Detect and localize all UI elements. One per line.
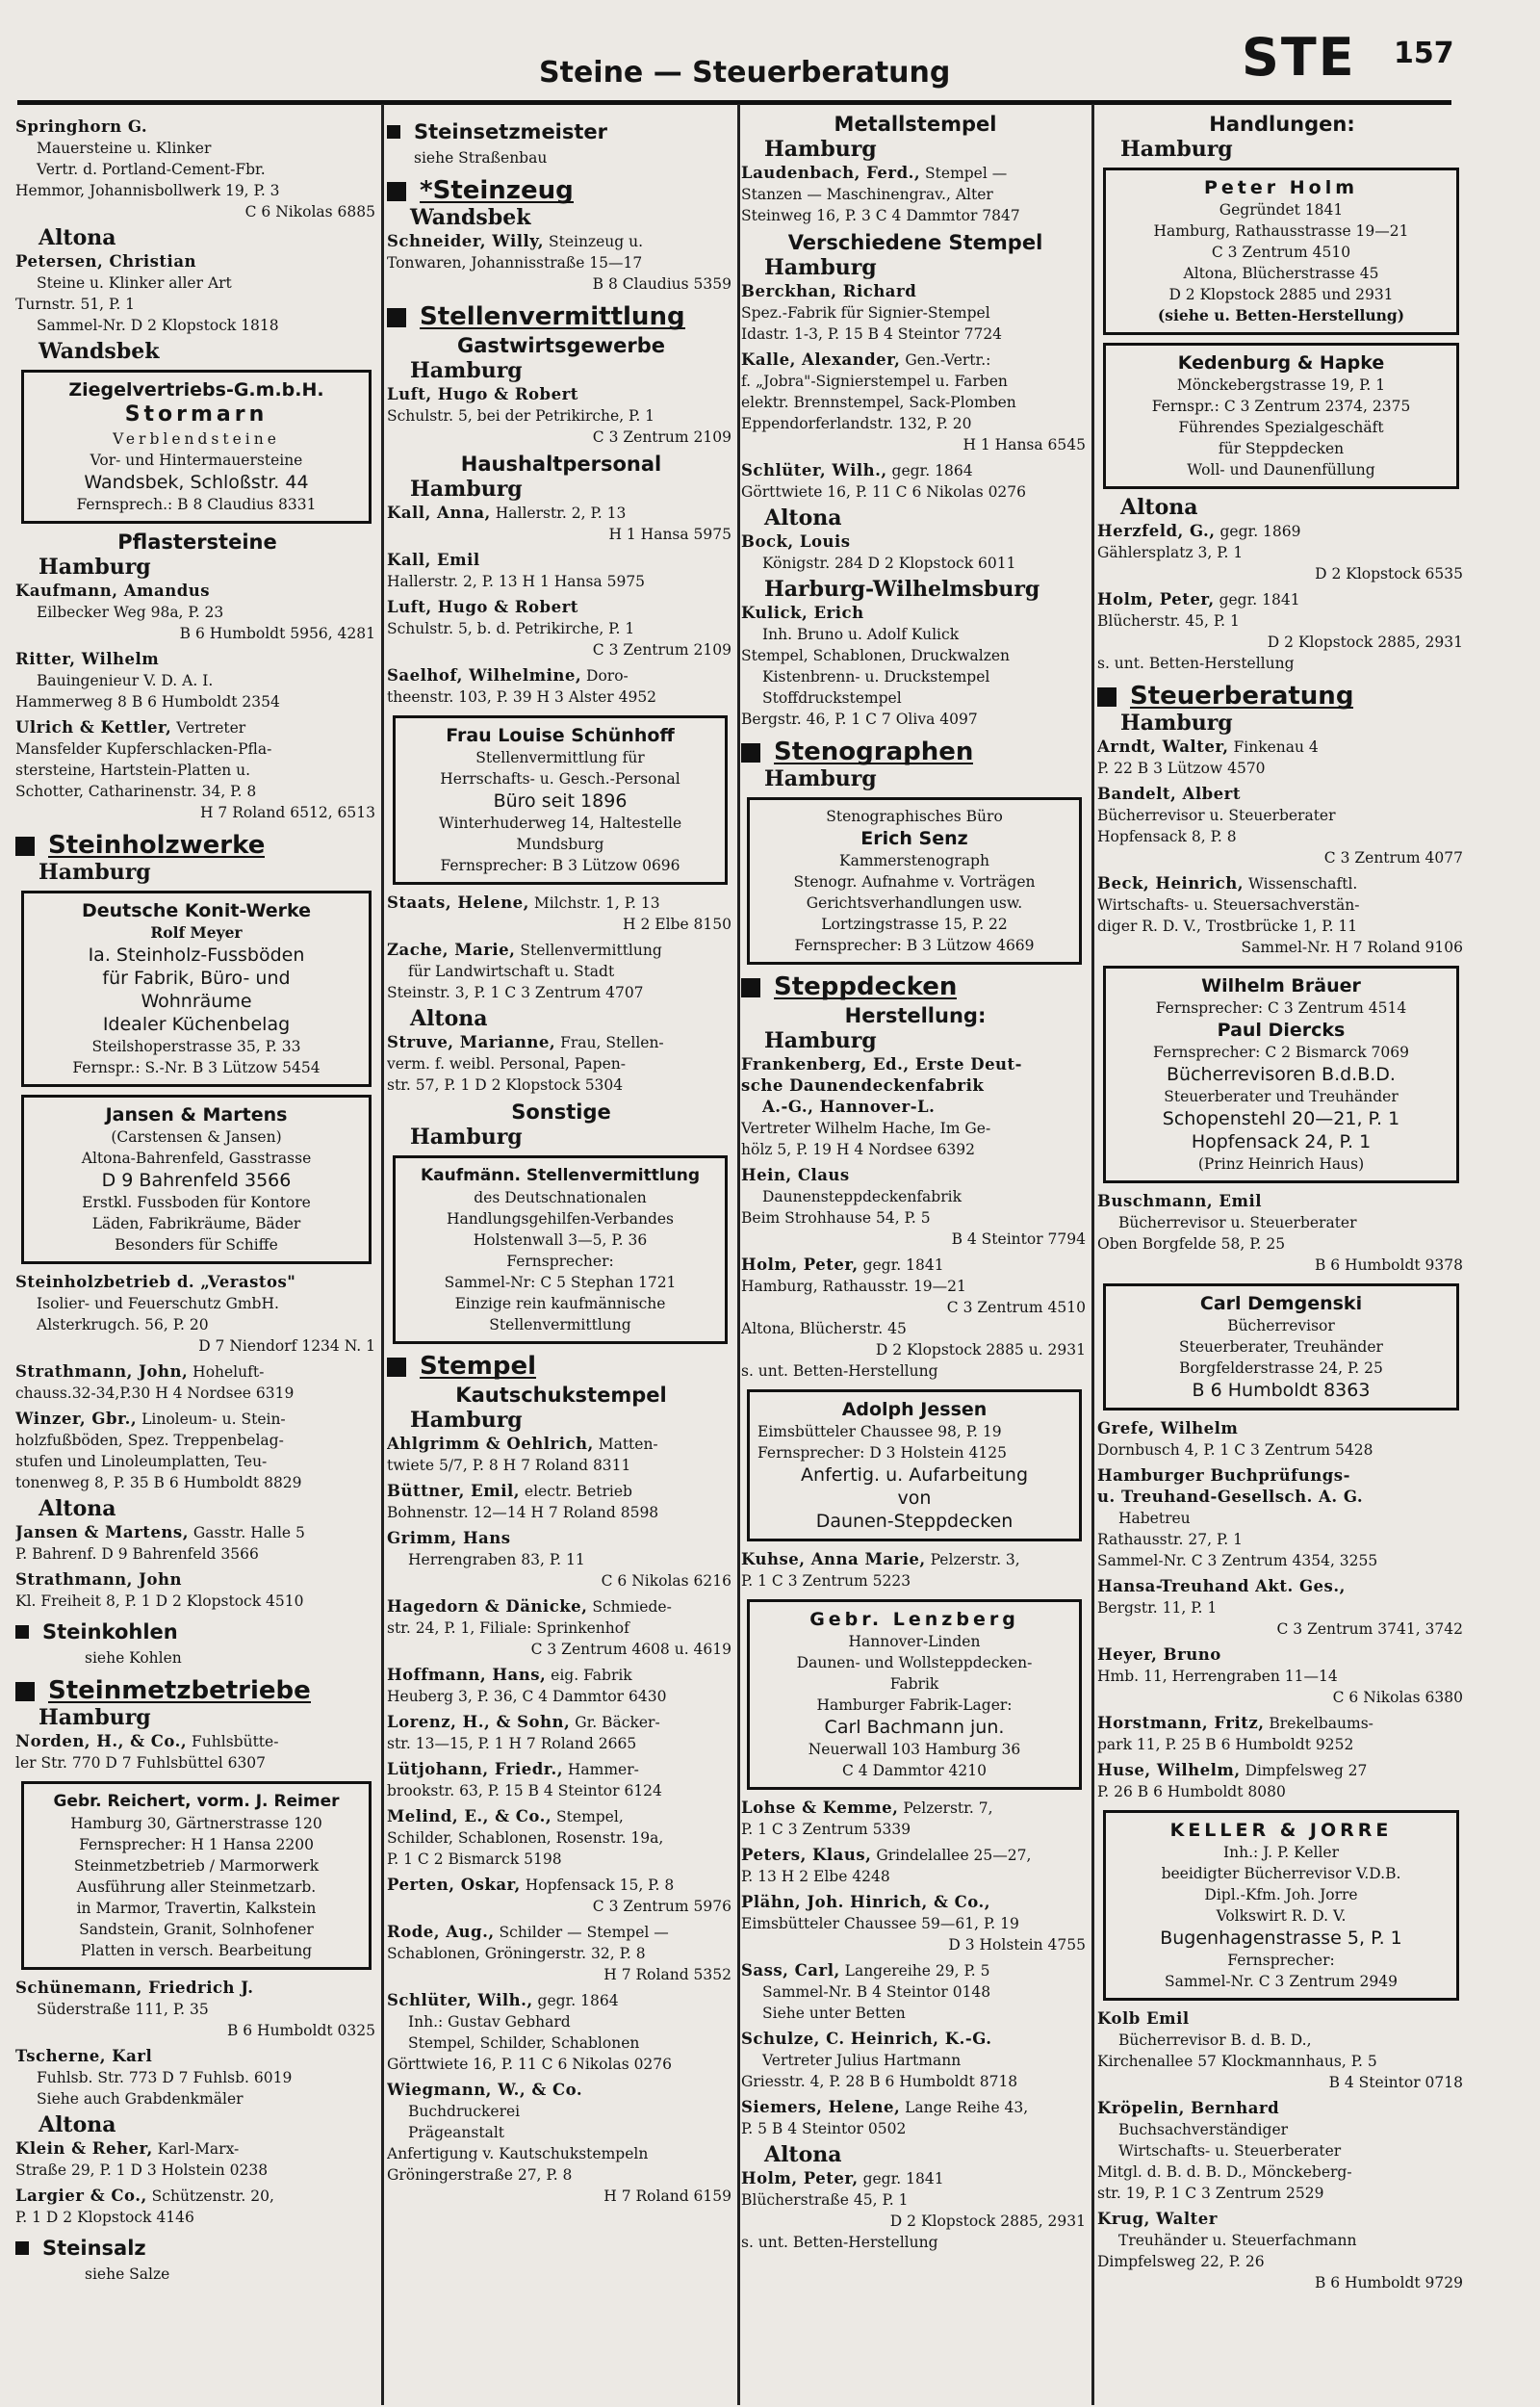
listing-entry: Holm, Peter, gegr. 1841 Blücherstr. 45, P. 1 D 2 Klopstock 2885, 2931 s. unt. Betten-Herstellung	[1097, 590, 1463, 672]
listing-entry: Hoffmann, Hans, eig. Fabrik Heuberg 3, P. 36, C 4 Dammtor 6430	[387, 1666, 667, 1705]
listing-entry: Largier & Co., Schützenstr. 20, P. 1 D 2 Klopstock 4146	[15, 2187, 274, 2226]
listing-entry: Schünemann, Friedrich J. Süderstraße 111, P. 35 B 6 Humboldt 0325	[15, 1979, 375, 2039]
listing-entry: Hagedorn & Dänicke, Schmiede- str. 24, P. 1, Filiale: Sprinkenhof C 3 Zentrum 4608 u. 4619	[387, 1597, 732, 1658]
listing-entry: Grefe, Wilhelm Dornbusch 4, P. 1 C 3 Zentrum 5428	[1097, 1419, 1373, 1459]
city-heading: Altona	[38, 2112, 116, 2137]
section-heading: Stellenvermittlung	[387, 306, 735, 329]
cross-reference: siehe Salze	[85, 2265, 170, 2283]
section-marker	[387, 125, 400, 139]
listing-entry: Klein & Reher, Karl-Marx- Straße 29, P. 1 D 3 Holstein 0238	[15, 2139, 269, 2179]
listing-entry: Strathmann, John, Hoheluft- chauss.32-34,P.30 H 4 Nordsee 6319	[15, 1362, 295, 1402]
listing-entry: Luft, Hugo & Robert Schulstr. 5, b. d. Petrikirche, P. 1 C 3 Zentrum 2109	[387, 598, 732, 659]
section-marker	[741, 978, 760, 997]
city-heading: Hamburg	[1120, 711, 1233, 736]
listing-entry: Holm, Peter, gegr. 1841 Blücherstraße 45, P. 1 D 2 Klopstock 2885, 2931 s. unt. Betten-Herstellung	[741, 2169, 1086, 2251]
subsection-heading: Haushaltpersonal	[460, 453, 662, 476]
listing-entry: Hamburger Buchprüfungs- u. Treuhand-Gesellsch. A. G. Habetreu Rathausstr. 27, P. 1 Sammel-Nr. C 3 Zentrum 4354, 3255	[1097, 1466, 1378, 1569]
listing-entry: Peters, Klaus, Grindelallee 25—27, P. 13 H 2 Elbe 4248	[741, 1846, 1032, 1885]
column-4	[1097, 114, 1467, 2298]
section-marker	[1097, 687, 1116, 707]
listing-entry: Holm, Peter, gegr. 1841 Hamburg, Rathausstr. 19—21 C 3 Zentrum 4510 Altona, Blücherstr. 45 D 2 Klopstock 2885 u. 2931 s. unt. Betten-Herstellung	[741, 1255, 1086, 1380]
city-heading: Hamburg	[38, 555, 151, 580]
section-heading: Steinkohlen	[15, 1619, 379, 1644]
listing-entry: Siemers, Helene, Lange Reihe 43, P. 5 B 4 Steintor 0502	[741, 2098, 1029, 2137]
listing-entry: Schulze, C. Heinrich, K.-G. Vertreter Julius Hartmann Griesstr. 4, P. 28 B 6 Humboldt 8718	[741, 2030, 1018, 2090]
section-heading: Steinmetzbetriebe	[15, 1680, 379, 1703]
section-heading: *Steinzeug	[387, 180, 735, 203]
section-marker	[387, 308, 406, 327]
subsection-heading: Pflastersteine	[117, 531, 277, 554]
advertisement-box: Kaufmänn. Stellenvermittlung des Deutschnationalen Handlungsgehilfen-Verbandes Holstenwall 3—5, P. 36 Fernsprecher: Sammel-Nr: C 5 Stephan 1721 Einzige rein kaufmännische Stellenvermittlung	[393, 1155, 728, 1344]
advertisement-box: Frau Louise Schünhoff Stellenvermittlung für Herrschafts- u. Gesch.-Personal Büro seit 1896 Winterhuderweg 14, Haltestelle Mundsburg Fernsprecher: B 3 Lützow 0696	[393, 715, 728, 885]
listing-entry: Plähn, Joh. Hinrich, & Co., Eimsbütteler Chaussee 59—61, P. 19 D 3 Holstein 4755	[741, 1893, 1086, 1954]
section-marker	[15, 837, 35, 856]
advertisement-box: Carl Demgenski Bücherrevisor Steuerberater, Treuhänder Borgfelderstrasse 24, P. 25 B 6 Humboldt 8363	[1103, 1283, 1459, 1411]
listing-entry: Strathmann, John Kl. Freiheit 8, P. 1 D 2 Klopstock 4510	[15, 1570, 304, 1610]
column-1	[15, 114, 379, 2290]
subsection-heading: Verschiedene Stempel	[787, 231, 1043, 254]
listing-entry: Luft, Hugo & Robert Schulstr. 5, bei der Petrikirche, P. 1 C 3 Zentrum 2109	[387, 385, 732, 446]
subsection-heading: Herstellung:	[844, 1004, 987, 1027]
listing-entry: Perten, Oskar, Hopfensack 15, P. 8 C 3 Zentrum 5976	[387, 1876, 732, 1915]
city-heading: Hamburg	[38, 1705, 151, 1730]
page-number: 157	[1394, 37, 1454, 70]
listing-entry: Rode, Aug., Schilder — Stempel — Schablonen, Gröningerstr. 32, P. 8 H 7 Roland 5352	[387, 1923, 732, 1983]
column-3	[741, 114, 1090, 2258]
listing-entry: Berckhan, Richard Spez.-Fabrik für Signier-Stempel Idastr. 1-3, P. 15 B 4 Steintor 7724	[741, 282, 1003, 343]
listing-entry: Springhorn G. Mauersteine u. Klinker Vertr. d. Portland-Cement-Fbr. Hemmor, Johannisbollwerk 19, P. 3 C 6 Nikolas 6885	[15, 117, 375, 220]
listing-entry: Lütjohann, Friedr., Hammer- brookstr. 63, P. 15 B 4 Steintor 6124	[387, 1760, 662, 1799]
section-marker	[741, 743, 760, 763]
listing-entry: Staats, Helene, Milchstr. 1, P. 13 H 2 Elbe 8150	[387, 893, 732, 933]
advertisement-box: KELLER & JORRE Inh.: J. P. Keller beeidigter Bücherrevisor V.D.B. Dipl.-Kfm. Joh. Jorre Volkswirt R. D. V. Bugenhagenstrasse 5, P. 1 Fernsprecher: Sammel-Nr. C 3 Zentrum 2949	[1103, 1810, 1459, 2001]
city-heading: Altona	[764, 505, 842, 531]
listing-entry: Ulrich & Kettler, Vertreter Mansfelder Kupferschlacken-Pfla- stersteine, Hartstein-Platten u. Schotter, Catharinenstr. 34, P. 8 H 7 Roland 6512, 6513	[15, 718, 375, 821]
listing-entry: Heyer, Bruno Hmb. 11, Herrengraben 11—14 C 6 Nikolas 6380	[1097, 1645, 1463, 1706]
city-heading: Altona	[38, 1496, 116, 1521]
city-heading: Harburg-Wilhelmsburg	[764, 577, 1040, 602]
city-heading: Hamburg	[764, 137, 877, 162]
listing-entry: Krug, Walter Treuhänder u. Steuerfachmann Dimpfelsweg 22, P. 26 B 6 Humboldt 9729	[1097, 2210, 1463, 2291]
column-divider	[737, 104, 740, 2405]
advertisement-box: Wilhelm Bräuer Fernsprecher: C 3 Zentrum 4514 Paul Diercks Fernsprecher: C 2 Bismarck 7069 Bücherrevisoren B.d.B.D. Steuerberater und Treuhänder Schopenstehl 20—21, P. 1 Hopfensack 24, P. 1 (Prinz Heinrich Haus)	[1103, 966, 1459, 1183]
listing-entry: Zache, Marie, Stellenvermittlung für Landwirtschaft u. Stadt Steinstr. 3, P. 1 C 3 Zentrum 4707	[387, 941, 662, 1001]
section-heading: Steinsalz	[15, 2236, 379, 2261]
listing-entry: Hansa-Treuhand Akt. Ges., Bergstr. 11, P. 1 C 3 Zentrum 3741, 3742	[1097, 1577, 1463, 1638]
city-heading: Hamburg	[764, 766, 877, 791]
city-heading: Wandsbek	[38, 339, 160, 364]
section-marker	[15, 1682, 35, 1701]
city-heading: Hamburg	[410, 1408, 523, 1433]
listing-entry: Kall, Emil Hallerstr. 2, P. 13 H 1 Hansa 5975	[387, 551, 646, 590]
city-heading: Altona	[1120, 495, 1198, 520]
listing-entry: Buschmann, Emil Bücherrevisor u. Steuerberater Oben Borgfelde 58, P. 25 B 6 Humboldt 9378	[1097, 1192, 1463, 1274]
listing-entry: Tscherne, Karl Fuhlsb. Str. 773 D 7 Fuhlsb. 6019 Siehe auch Grabdenkmäler	[15, 2047, 293, 2108]
subsection-heading: Sonstige	[511, 1100, 611, 1124]
section-heading: Steppdecken	[741, 976, 1090, 999]
listing-entry: Norden, H., & Co., Fuhlsbütte- ler Str. 770 D 7 Fuhlsbüttel 6307	[15, 1732, 279, 1772]
section-heading: Steuerberatung	[1097, 686, 1467, 709]
city-heading: Altona	[410, 1006, 488, 1031]
subsection-heading: Gastwirtsgewerbe	[457, 334, 665, 357]
city-heading: Hamburg	[764, 1028, 877, 1053]
listing-entry: Saelhof, Wilhelmine, Doro- theenstr. 103, P. 39 H 3 Alster 4952	[387, 666, 657, 706]
listing-entry: Huse, Wilhelm, Dimpfelsweg 27 P. 26 B 6 Humboldt 8080	[1097, 1761, 1368, 1800]
listing-entry: Steinholzbetrieb d. „Verastos" Isolier- und Feuerschutz GmbH. Alsterkrugch. 56, P. 20 D 7 Niendorf 1234 N. 1	[15, 1273, 375, 1355]
listing-entry: Kall, Anna, Hallerstr. 2, P. 13 H 1 Hansa 5975	[387, 504, 732, 543]
listing-entry: Kulick, Erich Inh. Bruno u. Adolf Kulick Stempel, Schablonen, Druckwalzen Kistenbrenn- u. Druckstempel Stoffdruckstempel Bergstr. 46, P. 1 C 7 Oliva 4097	[741, 604, 1011, 728]
listing-entry: Grimm, Hans Herrengraben 83, P. 11 C 6 Nikolas 6216	[387, 1529, 732, 1590]
listing-entry: Büttner, Emil, electr. Betrieb Bohnenstr. 12—14 H 7 Roland 8598	[387, 1482, 659, 1521]
listing-entry: Kolb Emil Bücherrevisor B. d. B. D., Kirchenallee 57 Klockmannhaus, P. 5 B 4 Steintor 0718	[1097, 2009, 1463, 2091]
advertisement-box: Gebr. Reichert, vorm. J. Reimer Hamburg 30, Gärtnerstrasse 120 Fernsprecher: H 1 Hansa 2200 Steinmetzbetrieb / Marmorwerk Ausführung aller Steinmetzarb. in Marmor, Travertin, Kalkstein Sandstein, Granit, Solnhofener Platten in versch. Bearbeitung	[21, 1781, 372, 1970]
section-marker	[15, 1625, 29, 1639]
city-heading: Wandsbek	[410, 205, 531, 230]
subsection-heading: Metallstempel	[834, 114, 997, 136]
listing-entry: Melind, E., & Co., Stempel, Schilder, Schablonen, Rosenstr. 19a, P. 1 C 2 Bismarck 5198	[387, 1807, 664, 1868]
column-2	[387, 114, 735, 2212]
section-heading: Steinsetzmeister	[387, 119, 735, 144]
listing-entry: Herzfeld, G., gegr. 1869 Gählersplatz 3, P. 1 D 2 Klopstock 6535	[1097, 522, 1463, 582]
listing-entry: Struve, Marianne, Frau, Stellen- verm. f. weibl. Personal, Papen- str. 57, P. 1 D 2 Klopstock 5304	[387, 1033, 664, 1094]
section-abbreviation: STE	[1242, 27, 1356, 88]
header-rule	[17, 100, 1451, 105]
listing-entry: Wiegmann, W., & Co. Buchdruckerei Prägeanstalt Anfertigung v. Kautschukstempeln Gröningerstraße 27, P. 8 H 7 Roland 6159	[387, 2081, 732, 2205]
listing-entry: Kuhse, Anna Marie, Pelzerstr. 3, P. 1 C 3 Zentrum 5223	[741, 1550, 1020, 1590]
listing-entry: Frankenberg, Ed., Erste Deut- sche Daunendeckenfabrik A.-G., Hannover-L. Vertreter Wilhelm Hache, Im Ge- hölz 5, P. 19 H 4 Nordsee 6392	[741, 1055, 1023, 1158]
cross-reference: siehe Straßenbau	[414, 149, 548, 167]
listing-entry: Petersen, Christian Steine u. Klinker aller Art Turnstr. 51, P. 1 Sammel-Nr. D 2 Klopstock 1818	[15, 252, 279, 334]
listing-entry: Lorenz, H., & Sohn, Gr. Bäcker- str. 13—15, P. 1 H 7 Roland 2665	[387, 1713, 660, 1752]
listing-entry: Hein, Claus Daunensteppdeckenfabrik Beim Strohhause 54, P. 5 B 4 Steintor 7794	[741, 1166, 1086, 1248]
listing-entry: Bandelt, Albert Bücherrevisor u. Steuerberater Hopfensack 8, P. 8 C 3 Zentrum 4077	[1097, 785, 1463, 867]
listing-entry: Winzer, Gbr., Linoleum- u. Stein- holzfußböden, Spez. Treppenbelag- stufen und Linoleumplatten, Teu- tonenweg 8, P. 35 B 6 Humboldt 8829	[15, 1410, 302, 1491]
column-divider	[1091, 104, 1094, 2405]
listing-entry: Kaufmann, Amandus Eilbecker Weg 98a, P. 23 B 6 Humboldt 5956, 4281	[15, 582, 375, 642]
subsection-heading: Handlungen:	[1209, 114, 1355, 136]
section-marker	[387, 1358, 406, 1377]
listing-entry: Horstmann, Fritz, Brekelbaums- park 11, P. 25 B 6 Humboldt 9252	[1097, 1714, 1373, 1753]
city-heading: Hamburg	[38, 860, 151, 885]
city-heading: Hamburg	[1120, 137, 1233, 162]
section-heading: Stempel	[387, 1356, 735, 1379]
listing-entry: Laudenbach, Ferd., Stempel — Stanzen — Maschinengrav., Alter Steinweg 16, P. 3 C 4 Dammtor 7847	[741, 164, 1020, 224]
section-marker	[15, 2241, 29, 2255]
city-heading: Hamburg	[410, 1125, 523, 1150]
listing-entry: Ahlgrimm & Oehlrich, Matten- twiete 5/7, P. 8 H 7 Roland 8311	[387, 1435, 658, 1474]
city-heading: Altona	[764, 2142, 842, 2167]
listing-entry: Beck, Heinrich, Wissenschaftl. Wirtschafts- u. Steuersachverstän- diger R. D. V., Trostbrücke 1, P. 11 Sammel-Nr. H 7 Roland 9106	[1097, 874, 1463, 956]
listing-entry: Kröpelin, Bernhard Buchsachverständiger Wirtschafts- u. Steuerberater Mitgl. d. B. d. B. D., Mönckeberg- str. 19, P. 1 C 3 Zentrum 2529	[1097, 2099, 1352, 2202]
section-heading: Steinholzwerke	[15, 835, 379, 858]
listing-entry: Bock, Louis Königstr. 284 D 2 Klopstock 6011	[741, 532, 1016, 572]
listing-entry: Arndt, Walter, Finkenau 4 P. 22 B 3 Lützow 4570	[1097, 738, 1319, 777]
advertisement-box: Gebr. Lenzberg Hannover-Linden Daunen- und Wollsteppdecken- Fabrik Hamburger Fabrik-Lager: Carl Bachmann jun. Neuerwall 103 Hamburg 36 C 4 Dammtor 4210	[747, 1599, 1082, 1790]
section-marker	[387, 182, 406, 201]
listing-entry: Ritter, Wilhelm Bauingenieur V. D. A. I. Hammerweg 8 B 6 Humboldt 2354	[15, 650, 280, 711]
listing-entry: Kalle, Alexander, Gen.-Vertr.: f. „Jobra"-Signierstempel u. Farben elektr. Brennstempel, Sack-Plomben Eppendorferlandstr. 132, P. 20 H 1 Hansa 6545	[741, 350, 1086, 453]
page-heading: Steine — Steuerberatung	[539, 56, 951, 90]
listing-entry: Schlüter, Wilh., gegr. 1864 Görttwiete 16, P. 11 C 6 Nikolas 0276	[741, 461, 1027, 501]
listing-entry: Lohse & Kemme, Pelzerstr. 7, P. 1 C 3 Zentrum 5339	[741, 1799, 993, 1838]
listing-entry: Jansen & Martens, Gasstr. Halle 5 P. Bahrenf. D 9 Bahrenfeld 3566	[15, 1523, 305, 1563]
advertisement-box: Deutsche Konit-Werke Rolf Meyer Ia. Steinholz-Fussböden für Fabrik, Büro- und Wohnräume Idealer Küchenbelag Steilshoperstrasse 35, P. 33 Fernspr.: S.-Nr. B 3 Lützow 5454	[21, 891, 372, 1087]
city-heading: Hamburg	[764, 255, 877, 280]
listing-entry: Schlüter, Wilh., gegr. 1864 Inh.: Gustav Gebhard Stempel, Schilder, Schablonen Görttwiete 16, P. 11 C 6 Nikolas 0276	[387, 1991, 673, 2073]
advertisement-box: Peter Holm Gegründet 1841 Hamburg, Rathausstrasse 19—21 C 3 Zentrum 4510 Altona, Blücherstrasse 45 D 2 Klopstock 2885 und 2931 (siehe u. Betten-Herstellung)	[1103, 168, 1459, 335]
column-divider	[381, 104, 384, 2405]
advertisement-box: Ziegelvertriebs-G.m.b.H. Stormarn Verblendsteine Vor- und Hintermauersteine Wandsbek, Schloßstr. 44 Fernsprech.: B 8 Claudius 8331	[21, 370, 372, 524]
advertisement-box: Kedenburg & Hapke Mönckebergstrasse 19, P. 1 Fernspr.: C 3 Zentrum 2374, 2375 Führendes Spezialgeschäft für Steppdecken Woll- und Daunenfüllung	[1103, 343, 1459, 489]
subsection-heading: Kautschukstempel	[455, 1384, 667, 1407]
listing-entry: Sass, Carl, Langereihe 29, P. 5 Sammel-Nr. B 4 Steintor 0148 Siehe unter Betten	[741, 1961, 991, 2022]
city-heading: Hamburg	[410, 358, 523, 383]
advertisement-box: Stenographisches Büro Erich Senz Kammerstenograph Stenogr. Aufnahme v. Vorträgen Gerichtsverhandlungen usw. Lortzingstrasse 15, P. 22 Fernsprecher: B 3 Lützow 4669	[747, 797, 1082, 965]
advertisement-box: Jansen & Martens (Carstensen & Jansen) Altona-Bahrenfeld, Gasstrasse D 9 Bahrenfeld 3566 Erstkl. Fussboden für Kontore Läden, Fabrikräume, Bäder Besonders für Schiffe	[21, 1095, 372, 1264]
cross-reference: siehe Kohlen	[85, 1649, 182, 1667]
city-heading: Altona	[38, 225, 116, 250]
listing-entry: Schneider, Willy, Steinzeug u. Tonwaren, Johannisstraße 15—17 B 8 Claudius 5359	[387, 232, 732, 293]
advertisement-box: Adolph Jessen Eimsbütteler Chaussee 98, P. 19 Fernsprecher: D 3 Holstein 4125 Anfertig. u. Aufarbeitung von Daunen-Steppdecken	[747, 1389, 1082, 1541]
city-heading: Hamburg	[410, 477, 523, 502]
section-heading: Stenographen	[741, 741, 1090, 764]
